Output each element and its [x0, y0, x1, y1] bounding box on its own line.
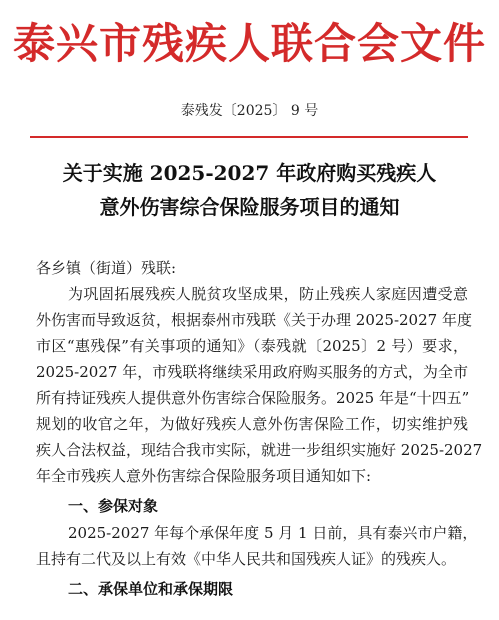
body-line: 所有持证残疾人提供意外伤害综合保险服务。2025 年是“十四五”	[36, 389, 470, 407]
section-heading-insured-persons: 一、参保对象	[68, 497, 159, 515]
red-divider-line	[30, 136, 468, 138]
body-line: 疾人合法权益，现结合我市实际，就进一步组织实施好 2025-2027	[36, 441, 483, 459]
notice-title-line-1: 关于实施 2025-2027 年政府购买残疾人	[62, 161, 437, 185]
body-line: 且持有二代及以上有效《中华人民共和国残疾人证》的残疾人。	[36, 550, 457, 568]
body-line: 2025-2027 年，市残联将继续采用政府购买服务的方式，为全市	[36, 363, 468, 381]
document-number: 泰残发〔2025〕 9 号	[180, 103, 319, 119]
notice-title-line-2: 意外伤害综合保险服务项目的通知	[99, 195, 400, 219]
section-heading-insurer-and-period: 二、承保单位和承保期限	[68, 580, 234, 598]
body-line: 年全市残疾人意外伤害综合保险服务项目通知如下:	[36, 467, 372, 485]
body-line: 规划的收官之年，为做好残疾人意外伤害保险工作，切实维护残	[36, 415, 468, 433]
body-line: 外伤害而导致返贫，根据泰州市残联《关于办理 2025-2027 年度	[36, 311, 472, 329]
addressee-line: 各乡镇（街道）残联:	[36, 259, 177, 277]
body-line: 2025-2027 年每个承保年度 5 月 1 日前，具有泰兴市户籍，	[68, 524, 478, 542]
masthead-title: 泰兴市残疾人联合会文件	[12, 19, 486, 68]
body-line: 市区“惠残保”有关事项的通知》（泰残就〔2025〕2 号）要求，	[36, 337, 468, 355]
body-line: 为巩固拓展残疾人脱贫攻坚成果，防止残疾人家庭因遭受意	[68, 285, 468, 303]
